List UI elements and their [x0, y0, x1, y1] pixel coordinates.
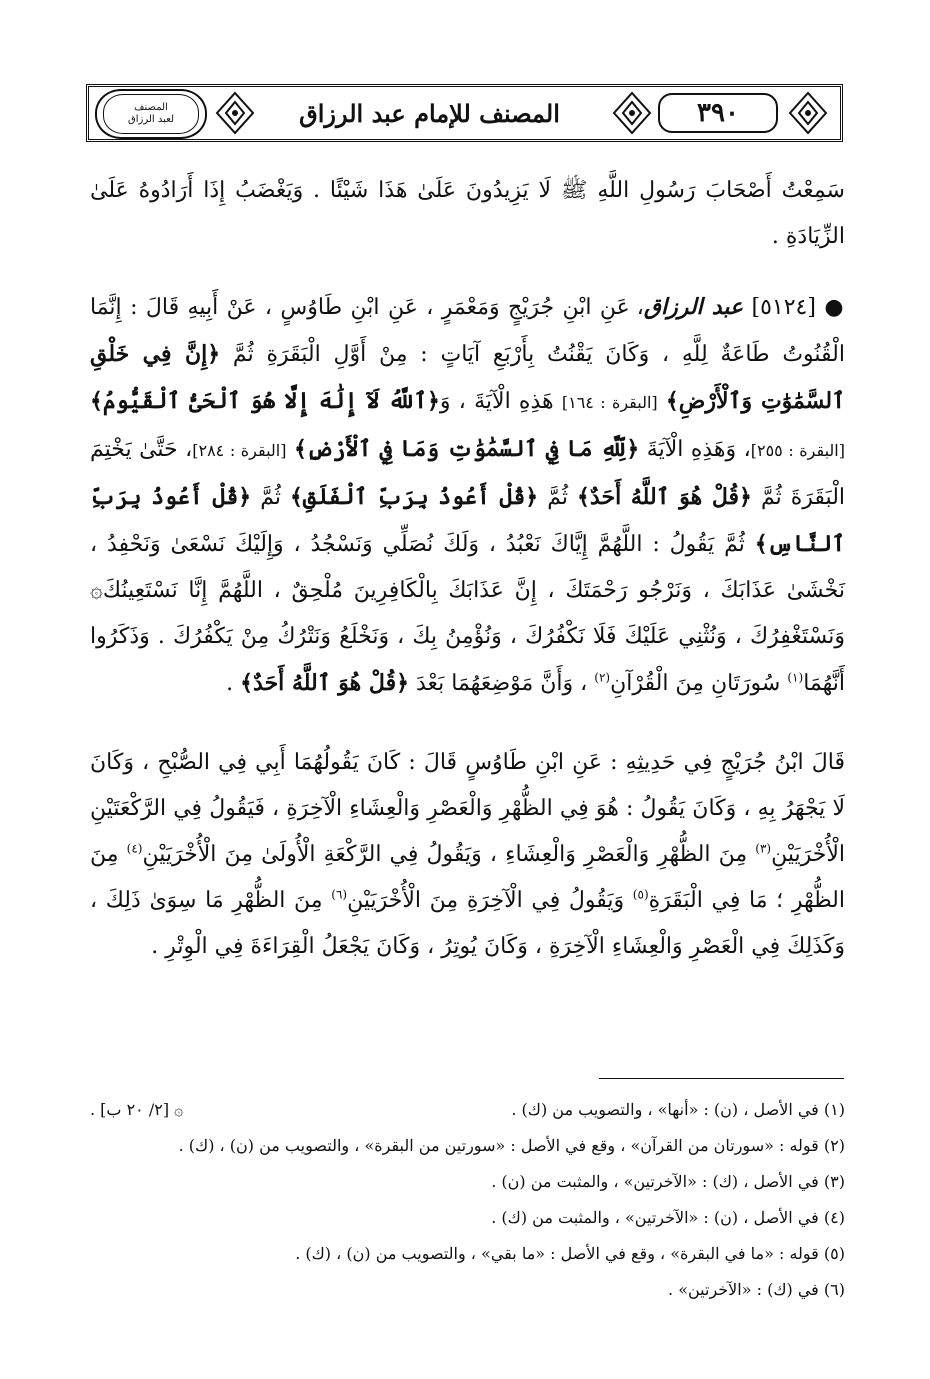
text-segment: ثُمَّ — [547, 485, 568, 510]
page-title: المصنف للإمام عبد الرزاق — [299, 98, 560, 128]
quran-verse: ﴿لِّلَّهِ مَا فِي ٱلسَّمَٰوَٰتِ وَمَا فِي ٱلْأَرْضِ﴾ — [293, 436, 640, 462]
text-segment: وَنَسْتَغْفِرُكَ ، وَنُثْنِي عَلَيْكَ فَلَا نَكْفُرُكَ ، وَنُؤْمِنُ بِكَ ، وَنَخْلَعُ وَنَتْرُكُ مِنْ يَكْفُرُكَ . وَذَكَرُوا أَنَّهُمَا — [90, 624, 845, 696]
footnote-6: (٦) في (ك) : «الآخرتين» . — [668, 1280, 845, 1299]
paragraph-continuation: سَمِعْتُ أَصْحَابَ رَسُولِ اللَّهِ ﷺ لَا يَزِيدُونَ عَلَىٰ هَذَا شَيْئًا . وَيَغْضَبُ إِذَا أَرَادُوهُ عَلَىٰ الزِّيَادَةِ . — [90, 178, 845, 249]
footnote-2: (٢) قوله : «سورتان من القرآن» ، وقع في الأصل : «سورتين من البقرة» ، والتصويب من (ن) ، (ك) . — [178, 1136, 845, 1155]
footnote-1: (١) في الأصل ، (ن) : «أنها» ، والتصويب من (ك) . — [511, 1100, 845, 1119]
book-seal-icon — [95, 89, 207, 139]
page-number: ٣٩٠ — [658, 93, 778, 133]
folio-mark-icon: ۞ — [90, 578, 103, 603]
quran-verse: ﴿قُلْ هُوَ ٱللَّهُ أَحَدٌ﴾ — [240, 670, 409, 696]
text-segment: ثُمَّ يَقُولُ : اللَّهُمَّ إِيَّاكَ نَعْبُدُ ، وَلَكَ نُصَلِّي وَنَسْجُدُ ، وَإِلَيْكَ نَسْعَىٰ وَنَحْفِدُ ، نَخْشَىٰ عَذَابَكَ ، وَنَرْجُو رَحْمَتَكَ ، إِنَّ عَذَابَكَ بِالْكَافِرِينَ مُلْحِقٌ ، اللَّهُمَّ إِنَّا نَسْتَعِينُكَ — [90, 532, 845, 603]
narrator-name: عبد الرزاق — [643, 294, 744, 320]
text-segment: ثُمَّ — [260, 485, 281, 510]
quran-verse: ﴿إِنَّ فِي خَلْقِ ٱلسَّمَٰوَٰتِ وَٱلْأَرْضِ﴾ — [90, 341, 845, 414]
text-segment: مِنَ الظُّهْرِ ؛ مَا فِي الْبَقَرَةِ — [90, 842, 845, 913]
hadith-number: [٥١٢٤] — [751, 295, 816, 320]
diamond-ornament-icon — [786, 90, 830, 136]
diamond-ornament-icon — [610, 90, 654, 136]
ibn-jurayj-report — [90, 740, 845, 970]
text-segment: قَالَ ابْنُ جُرَيْجٍ فِي حَدِيثِهِ : عَنِ ابْنِ طَاوُسٍ قَالَ : كَانَ يَقُولُهُمَا أَبِي فِي الصُّبْحِ ، وَكَانَ لَا يَجْهَرُ بِهِ ، وَكَانَ يَقُولُ : هُوَ فِي الظُّهْرِ وَالْعَصْرِ وَالْعِشَاءِ الْآخِرَةِ ، فَيَقُولُ فِي الرَّكْعَتَيْنِ الْأُخْرَيَيْنِ — [90, 750, 845, 867]
footnote-ref[interactable]: (٥) — [632, 887, 649, 902]
text-segment: ، حَتَّىٰ يَخْتِمَ الْبَقَرَةَ ثُمَّ — [90, 437, 846, 510]
logo-text-top: المصنف — [134, 102, 168, 113]
text-segment: مِنَ الظُّهْرِ مَا سِوَىٰ ذَلِكَ ، وَكَذَلِكَ فِي الْعَصْرِ وَالْعِشَاءِ الْآخِرَةِ ، وَكَانَ يُوتِرُ ، وَكَانَ يَجْعَلُ الْقِرَاءَةَ فِي الْوِتْرِ . — [90, 888, 845, 959]
quran-verse: ﴿قُلْ هُوَ ٱللَّهُ أَحَدٌ﴾ — [577, 484, 752, 510]
footnote-3: (٣) في الأصل ، (ك) : «الآخرتين» ، والمثبت من (ن) . — [491, 1172, 845, 1191]
footnote-ref[interactable]: (٦) — [331, 887, 348, 902]
verse-reference: [البقرة : ١٦٤] — [561, 393, 658, 412]
footnote-ref[interactable]: (١) — [787, 670, 804, 685]
footnote-row — [90, 1092, 845, 1128]
quran-verse: ﴿قُلْ أَعُوذُ بِرَبِّ ٱلنَّاسِ﴾ — [90, 484, 845, 557]
text-segment: وَيَقُولُ فِي الْآخِرَةِ مِنَ الْأُخْرَيَيْنِ — [347, 888, 625, 913]
text-segment: . — [226, 671, 234, 696]
text-segment: مِنَ الظُّهْرِ وَالْعَصْرِ وَالْعِشَاءِ ، وَيَقُولُ فِي الرَّكْعَةِ الْأُولَىٰ مِنَ الْأُخْرَيَيْنِ — [142, 842, 748, 867]
verse-reference: [البقرة : ٢٥٥] — [750, 441, 845, 460]
page-header — [86, 84, 843, 142]
footnotes — [90, 1092, 845, 1308]
footnote-ref[interactable]: (٣) — [755, 841, 772, 856]
footnote-divider — [599, 1078, 844, 1079]
hadith-5124 — [90, 284, 845, 707]
text-segment: سُورَتَانِ مِنَ الْقُرْآنِ — [610, 671, 781, 696]
text-segment: هَذِهِ الْآيَةَ ، وَ — [439, 389, 554, 414]
footnote-5: (٥) قوله : «ما في البقرة» ، وقع في الأصل : «ما بقي» ، والتصويب من (ن) ، (ك) . — [295, 1244, 845, 1263]
verse-reference: [البقرة : ٢٨٤] — [192, 441, 287, 460]
quran-verse: ﴿قُلْ أَعُوذُ بِرَبِّ ٱلْفَلَقِ﴾ — [290, 484, 539, 510]
text-segment: ، وَهَذِهِ الْآيَةَ — [646, 437, 751, 462]
text-segment: ، وَأَنَّ مَوْضِعَهُمَا بَعْدَ — [415, 671, 588, 696]
logo-text-bottom: لعبد الرزاق — [127, 114, 175, 125]
bullet-icon: ● — [824, 294, 845, 320]
quran-verse: ﴿ٱللَّهُ لَآ إِلَٰهَ إِلَّا هُوَ ٱلْحَىُّ ٱلْقَيُّومُ﴾ — [90, 388, 440, 414]
text-segment: ، عَنِ ابْنِ جُرَيْجٍ وَمَعْمَرٍ ، عَنِ ابْنِ طَاوُسٍ ، عَنْ أَبِيهِ قَالَ : إِنَّمَا الْقُنُوتُ طَاعَةٌ لِلَّهِ ، وَكَانَ يَقْنُتُ بِأَرْبَعِ آيَاتٍ : مِنْ أَوَّلِ الْبَقَرَةِ ثُمَّ — [90, 295, 845, 367]
footnote-ref[interactable]: (٤) — [126, 841, 143, 856]
folio-note: ۞ [٢/ ٢٠ ب] . — [90, 1100, 184, 1119]
footnote-4: (٤) في الأصل ، (ن) : «الآخرتين» ، والمثبت من (ك) . — [491, 1208, 845, 1227]
footnote-ref[interactable]: (٢) — [594, 670, 611, 685]
